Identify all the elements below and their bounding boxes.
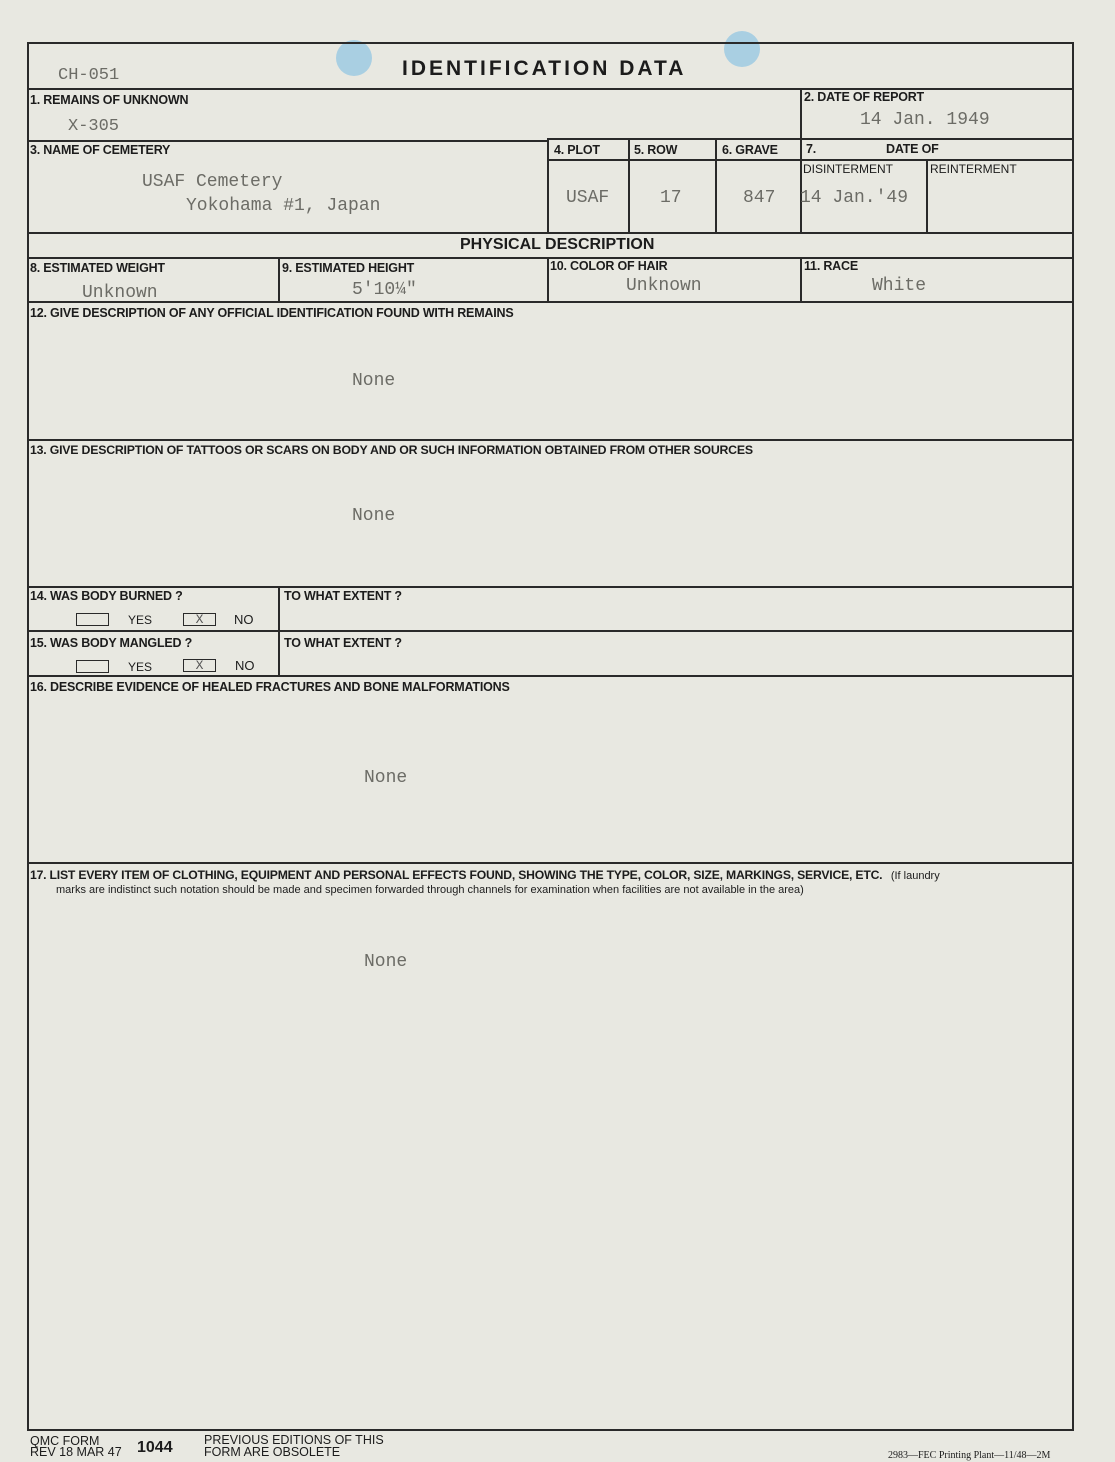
s16-value: None <box>364 768 408 788</box>
remains-label: 1. REMAINS OF UNKNOWN <box>30 93 189 107</box>
rule-s12 <box>27 301 1073 303</box>
date-of-label: DATE OF <box>886 142 939 156</box>
s14-yes-checkbox[interactable] <box>76 613 109 626</box>
s17-note-a: (If laundry <box>890 870 940 882</box>
s15-yes-label: YES <box>128 660 153 674</box>
frame-right <box>1072 42 1074 1430</box>
rule-v-plot <box>547 138 549 232</box>
s12-label: 12. GIVE DESCRIPTION OF ANY OFFICIAL IDENTIFICATION FOUND WITH REMAINS <box>30 306 514 320</box>
weight-label: 8. ESTIMATED WEIGHT <box>30 261 165 275</box>
punch-hole-left <box>336 40 372 76</box>
page-title: IDENTIFICATION DATA <box>402 57 687 80</box>
rule-s16 <box>27 675 1073 677</box>
s13-value: None <box>352 506 396 526</box>
grave-label: 6. GRAVE <box>722 143 778 157</box>
s17-value: None <box>364 952 408 972</box>
form-line2: REV 18 MAR 47 <box>30 1445 122 1459</box>
editions-line2: FORM ARE OBSOLETE <box>204 1445 341 1459</box>
rule-v-race <box>800 257 802 301</box>
form-id: CH-051 <box>58 66 120 85</box>
rule-cells <box>547 159 1073 161</box>
weight-value: Unknown <box>82 283 158 303</box>
s17-note-b: marks are indistinct such notation should be made and specimen forwarded through channels for examination when facilities are not available in the area) <box>56 884 804 896</box>
rule-v-row <box>628 138 630 232</box>
disinterment-label: DISINTERMENT <box>803 162 893 176</box>
row-label: 5. ROW <box>634 143 678 157</box>
s15-no-label: NO <box>235 658 255 673</box>
rule-row2-right <box>547 138 1073 140</box>
s13-label: 13. GIVE DESCRIPTION OF TATTOOS OR SCARS ON BODY AND OR SUCH INFORMATION OBTAINED FROM OTHER SOURCES <box>30 443 753 457</box>
rule-v-date <box>800 88 802 232</box>
rule-v-extent <box>278 586 280 675</box>
s17-label: 17. LIST EVERY ITEM OF CLOTHING, EQUIPMENT AND PERSONAL EFFECTS FOUND, SHOWING THE TYPE, COLOR, SIZE, MARKINGS, SERVICE, ETC. <box>30 868 883 882</box>
race-label: 11. RACE <box>804 259 858 273</box>
editions-note <box>204 1434 384 1458</box>
row-value: 17 <box>660 188 682 208</box>
cemetery-line2: Yokohama #1, Japan <box>186 196 381 216</box>
s15-yes-checkbox[interactable] <box>76 660 109 673</box>
s14-extent-label: TO WHAT EXTENT ? <box>284 589 402 603</box>
rule-s14 <box>27 586 1073 588</box>
rule-physical-top <box>27 232 1073 234</box>
form-line1: QMC FORM <box>30 1434 100 1448</box>
s17-label-line1 <box>30 866 940 884</box>
s14-no-label: NO <box>234 612 254 627</box>
height-value: 5'10¼" <box>352 280 417 300</box>
frame-top <box>27 42 1073 44</box>
height-label: 9. ESTIMATED HEIGHT <box>282 261 415 275</box>
s14-no-checkbox[interactable]: X <box>183 613 216 626</box>
plot-value: USAF <box>566 188 610 208</box>
cemetery-label: 3. NAME OF CEMETERY <box>30 143 171 157</box>
rule-s15 <box>27 630 1073 632</box>
rule-s17 <box>27 862 1073 864</box>
race-value: White <box>872 276 927 296</box>
cemetery-line1: USAF Cemetery <box>142 172 283 192</box>
s14-yes-label: YES <box>128 613 153 627</box>
s12-value: None <box>352 371 396 391</box>
s15-extent-label: TO WHAT EXTENT ? <box>284 636 402 650</box>
date-report-label: 2. DATE OF REPORT <box>804 90 924 104</box>
s16-label: 16. DESCRIBE EVIDENCE OF HEALED FRACTURES AND BONE MALFORMATIONS <box>30 680 510 694</box>
rule-row2-left <box>27 140 547 142</box>
editions-line1: PREVIOUS EDITIONS OF THIS <box>204 1433 384 1447</box>
printer-line: 2983—FEC Printing Plant—11/48—2M <box>888 1450 1051 1461</box>
rule-v-reint <box>926 159 928 232</box>
punch-hole-right <box>724 31 760 67</box>
frame-bottom <box>27 1429 1074 1431</box>
date-of-number: 7. <box>806 142 817 156</box>
reinterment-label: REINTERMENT <box>930 162 1017 176</box>
hair-label: 10. COLOR OF HAIR <box>550 259 668 273</box>
s14-label: 14. WAS BODY BURNED ? <box>30 589 183 603</box>
disinterment-value: 14 Jan.'49 <box>800 188 909 208</box>
physical-header: PHYSICAL DESCRIPTION <box>460 236 655 253</box>
hair-value: Unknown <box>626 276 702 296</box>
rule-v-grave <box>715 138 717 232</box>
grave-value: 847 <box>743 188 776 208</box>
remains-value: X-305 <box>68 117 120 136</box>
form-number: 1044 <box>137 1439 173 1456</box>
s15-no-checkbox[interactable]: X <box>183 659 216 672</box>
rule-v-height <box>278 257 280 301</box>
date-report-value: 14 Jan. 1949 <box>860 110 990 130</box>
plot-label: 4. PLOT <box>554 143 600 157</box>
s15-label: 15. WAS BODY MANGLED ? <box>30 636 193 650</box>
rule-s13 <box>27 439 1073 441</box>
frame-left <box>27 42 29 1430</box>
rule-v-hair <box>547 257 549 301</box>
form-designation <box>30 1436 122 1458</box>
